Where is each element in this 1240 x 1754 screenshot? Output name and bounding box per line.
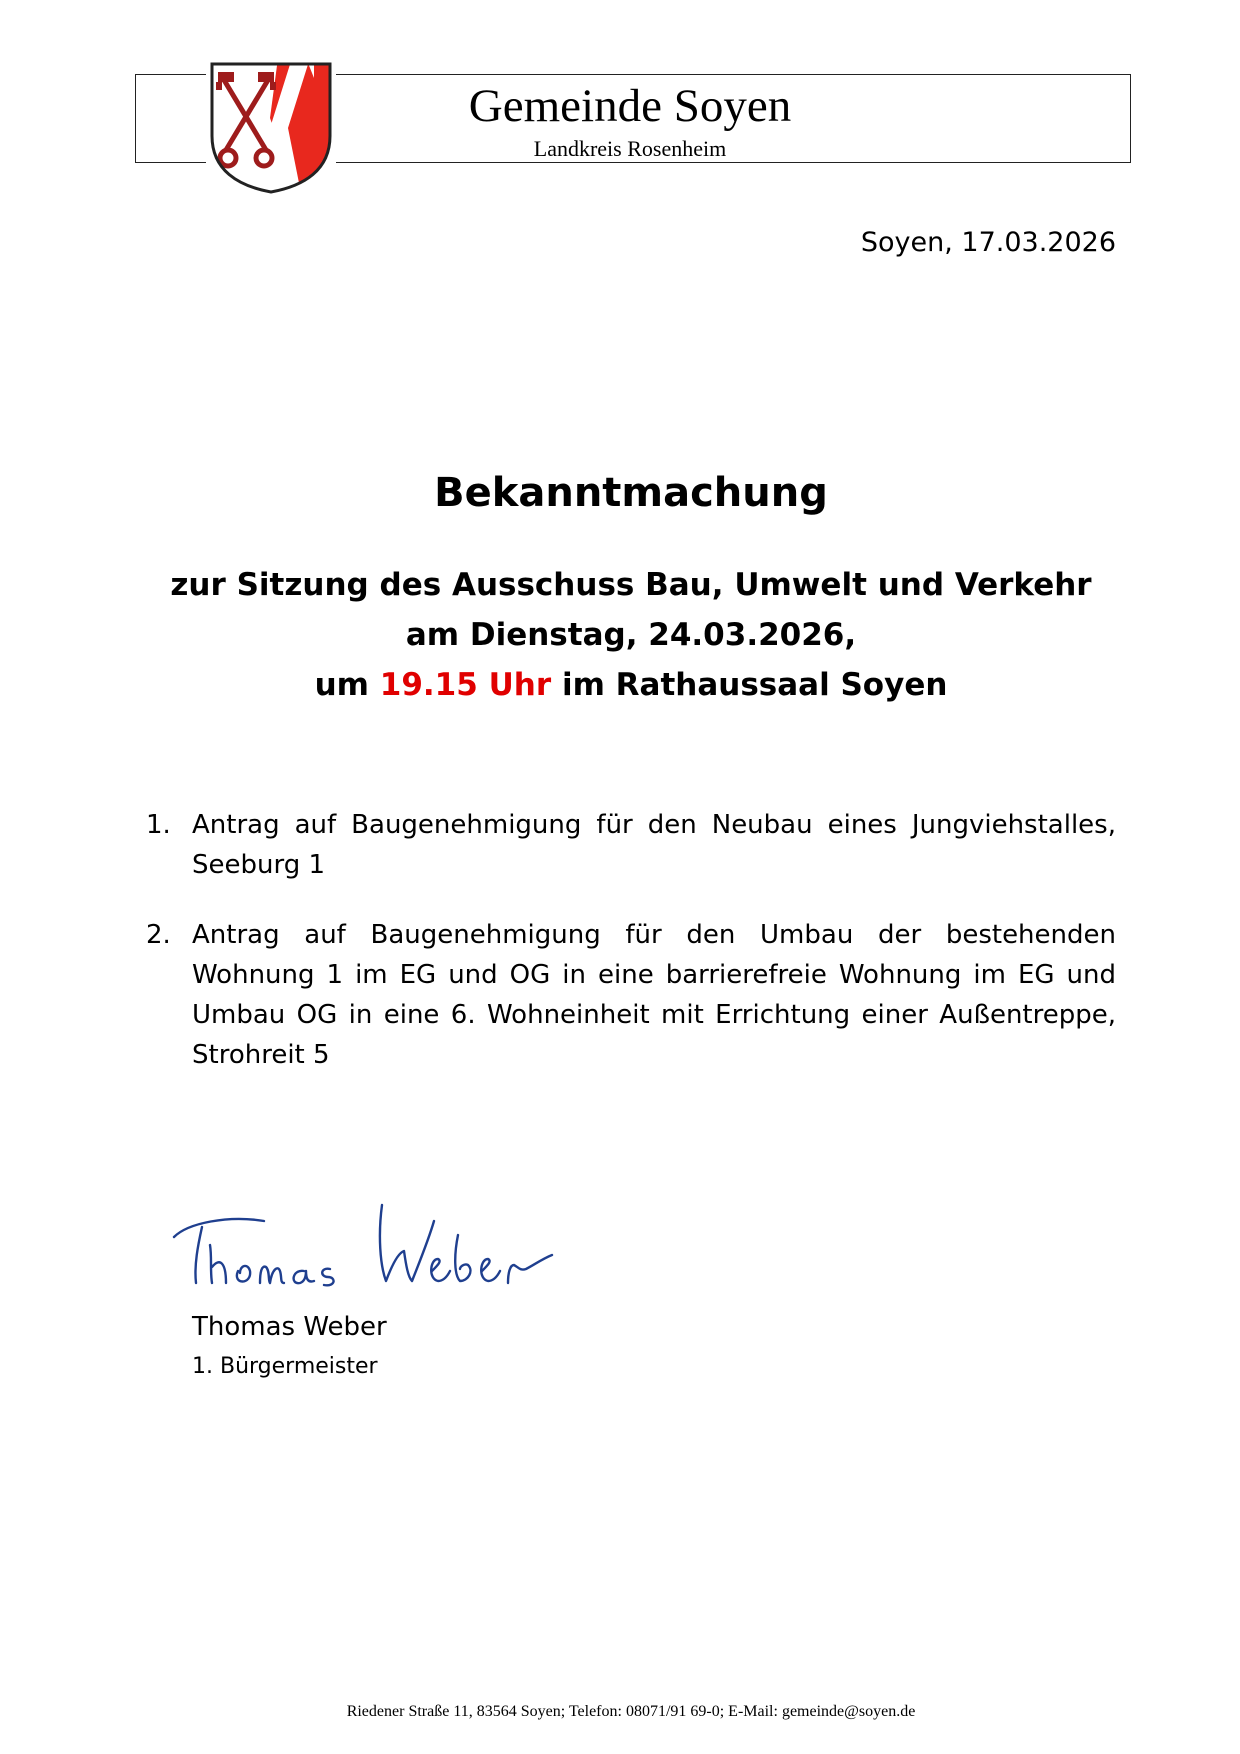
signer-name: Thomas Weber (192, 1312, 387, 1342)
agenda-item (146, 915, 1116, 1075)
meeting-time: 19.15 Uhr (379, 667, 552, 703)
footer-contact: Riedener Straße 11, 83564 Soyen; Telefon: 08071/91 69-0; E-Mail: gemeinde@soyen.de (346, 1703, 916, 1720)
notice-subtitle (0, 560, 1240, 710)
date-line: Soyen, 17.03.2026 (860, 227, 1116, 258)
subtitle-line-3 (0, 660, 1240, 710)
notice-title: Bekanntmachung (434, 470, 828, 516)
agenda-item (146, 805, 1116, 885)
coat-of-arms-icon (206, 58, 336, 198)
subtitle-prefix: um (314, 667, 369, 703)
agenda-item-text: Antrag auf Baugenehmigung für den Neubau eines Jungviehstalles, Seeburg 1 (192, 810, 1116, 880)
signer-role: 1. Bürgermeister (192, 1354, 378, 1379)
handwritten-signature (168, 1195, 558, 1295)
agenda-item-number: 2. (146, 920, 171, 950)
subtitle-line-1: zur Sitzung des Ausschuss Bau, Umwelt und Verkehr (170, 567, 1092, 603)
org-name: Gemeinde Soyen (468, 80, 792, 132)
agenda-item-text: Antrag auf Baugenehmigung für den Umbau der bestehenden Wohnung 1 im EG und OG in eine barrierefreie Wohnung im EG und Umbau OG in eine 6. Wohneinheit mit Errichtung einer Außentreppe, Strohreit 5 (192, 920, 1116, 1070)
agenda-item-number: 1. (146, 810, 171, 840)
subtitle-suffix: im Rathaussaal Soyen (561, 667, 948, 703)
org-subtitle: Landkreis Rosenheim (533, 136, 727, 161)
subtitle-line-2: am Dienstag, 24.03.2026, (405, 617, 857, 653)
agenda-list (146, 805, 1116, 1105)
